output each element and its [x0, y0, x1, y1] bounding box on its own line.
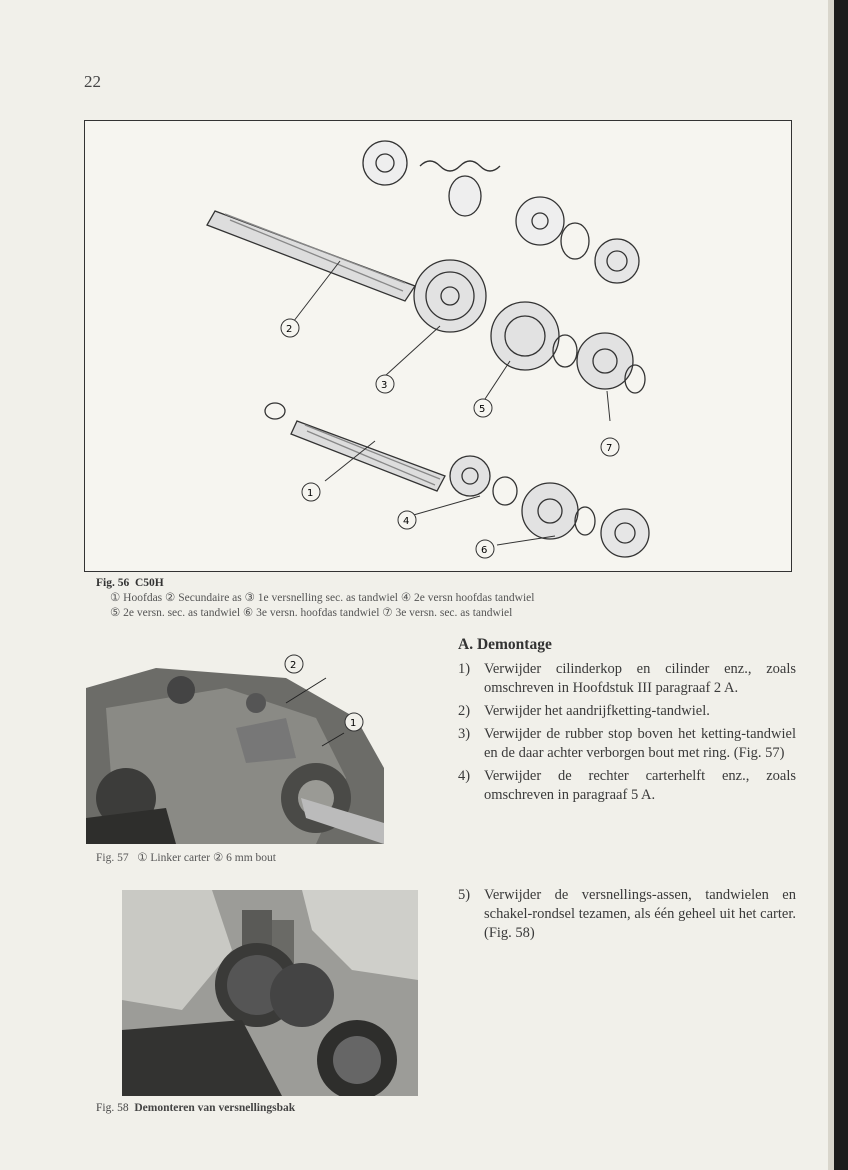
page-number: 22	[84, 72, 101, 91]
engine-case-photo	[86, 648, 384, 844]
binding-edge	[834, 0, 848, 1170]
step-number: 4)	[458, 768, 471, 784]
step-item	[458, 702, 796, 721]
callout-5: 5	[479, 404, 486, 415]
step-number: 5)	[458, 887, 471, 903]
step-item	[458, 725, 796, 763]
figure-56-label: Fig. 56	[96, 577, 130, 589]
figure-56-legend-line-2: ⑤ 2e versn. sec. as tandwiel ⑥ 3e versn. hoofdas tandwiel ⑦ 3e versn. sec. as tandwiel	[110, 607, 513, 619]
fig57-callout-1: 1	[350, 718, 357, 729]
step-text: Verwijder de versnellings-assen, tandwielen en schakel-rondsel tezamen, als één geheel uit het carter. (Fig. 58)	[484, 887, 796, 941]
step-number: 3)	[458, 726, 471, 742]
step-text: Verwijder cilinderkop en cilinder enz., zoals omschreven in Hoofdstuk III paragraaf 2 A.	[484, 661, 796, 696]
callout-7: 7	[606, 443, 613, 454]
callout-6: 6	[481, 545, 488, 556]
callout-2: 2	[286, 324, 293, 335]
gearbox-removal-photo	[122, 890, 418, 1096]
figure-58-label: Fig. 58	[96, 1102, 129, 1114]
step-text: Verwijder de rubber stop boven het ketting-tandwiel en de daar achter verborgen bout met ring. (Fig. 57)	[484, 726, 796, 761]
figure-56-legend-line-1: ① Hoofdas ② Secundaire as ③ 1e versnelling sec. as tandwiel ④ 2e versn hoofdas tandwiel	[110, 592, 535, 604]
step-number: 2)	[458, 703, 471, 719]
figure-58-photo	[122, 890, 418, 1096]
figure-56-drawing	[84, 120, 792, 572]
step-5-block	[458, 886, 796, 947]
step-item	[458, 886, 796, 943]
section-heading: A. Demontage	[458, 636, 552, 653]
step-number: 1)	[458, 661, 471, 677]
step-text: Verwijder de rechter carterhelft enz., zoals omschreven in paragraaf 5 A.	[484, 768, 796, 803]
step-text: Verwijder het aandrijfketting-tandwiel.	[484, 703, 710, 719]
callout-3: 3	[381, 380, 388, 391]
figure-57-label: Fig. 57	[96, 852, 129, 864]
callout-4: 4	[403, 516, 410, 527]
steps-list	[458, 660, 796, 809]
figure-57-caption-text: ① Linker carter ② 6 mm bout	[137, 852, 276, 864]
fig57-callout-2: 2	[290, 660, 297, 671]
figure-56-caption	[96, 576, 534, 621]
figure-58-caption-text: Demonteren van versnellingsbak	[134, 1102, 296, 1114]
figure-57-photo	[86, 648, 384, 844]
step-item	[458, 660, 796, 698]
callout-1: 1	[307, 488, 314, 499]
figure-56-title: C50H	[134, 577, 164, 589]
gearbox-exploded-illustration	[85, 121, 791, 571]
figure-58-caption	[96, 1102, 295, 1114]
figure-57-caption	[96, 850, 276, 864]
step-item	[458, 767, 796, 805]
